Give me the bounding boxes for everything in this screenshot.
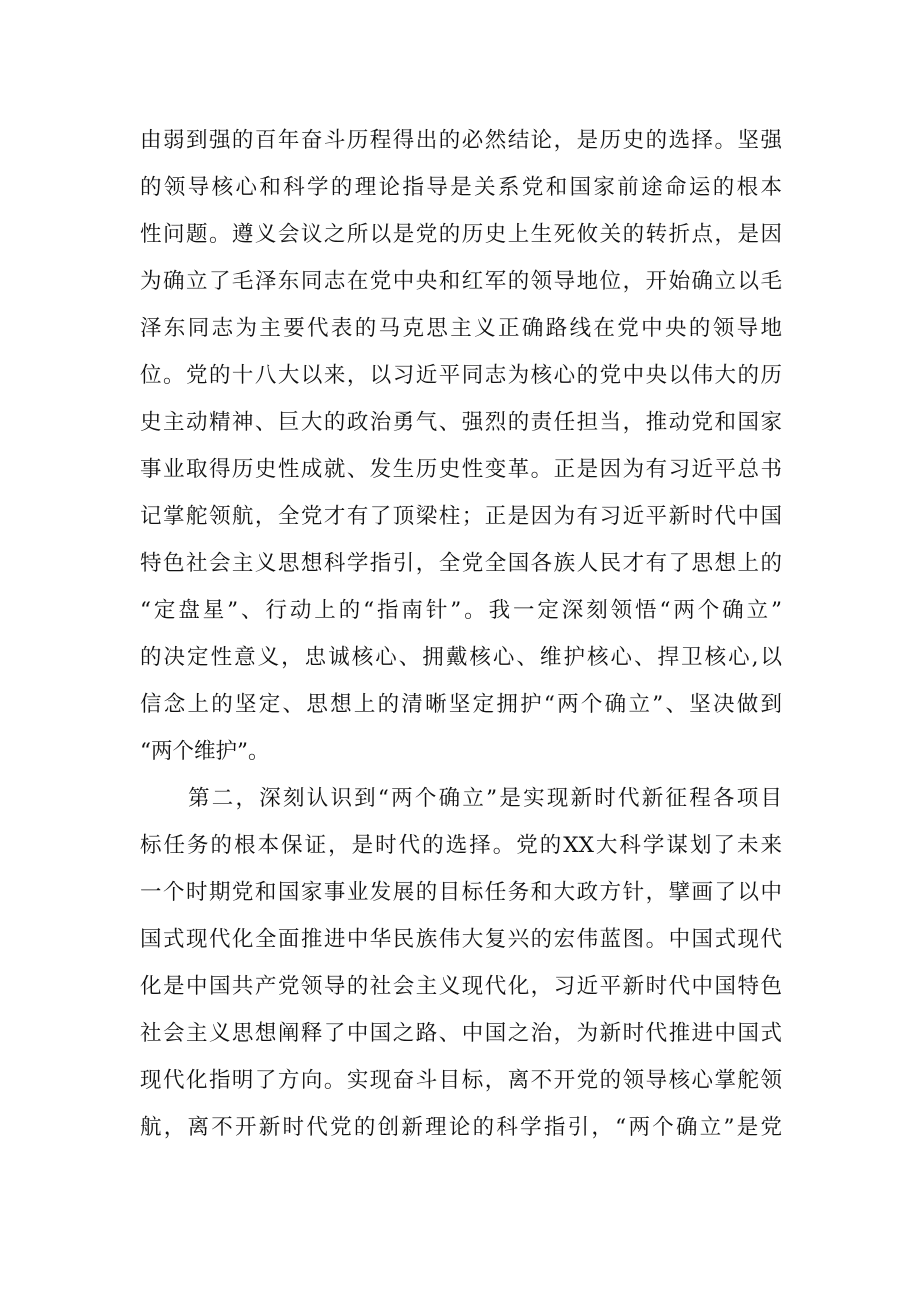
text-line: 事业取得历史性成就、发生历史性变革。正是因为有习近平总书 [140, 457, 782, 482]
text-line: “两个维护”。 [140, 739, 270, 764]
text-line: 化是中国共产党领导的社会主义现代化，习近平新时代中国特色 [140, 974, 782, 999]
text-line: 泽东同志为主要代表的马克思主义正确路线在党中央的领导地 [140, 316, 782, 341]
text-line: “定盘星”、行动上的“指南针”。我一定深刻领悟“两个确立” [140, 598, 782, 623]
text-line: 的决定性意义，忠诚核心、拥戴核心、维护核心、捍卫核心,以 [140, 645, 782, 670]
text-line: 位。党的十八大以来，以习近平同志为核心的党中央以伟大的历 [140, 363, 782, 388]
text-line: 记掌舵领航，全党才有了顶梁柱；正是因为有习近平新时代中国 [140, 504, 782, 529]
text-line: 国式现代化全面推进中华民族伟大复兴的宏伟蓝图。中国式现代 [140, 927, 782, 952]
text-line: 由弱到强的百年奋斗历程得出的必然结论，是历史的选择。坚强 [140, 128, 782, 153]
text-line: 的领导核心和科学的理论指导是关系党和国家前途命运的根本 [140, 175, 782, 200]
text-line: 标任务的根本保证，是时代的选择。党的XX大科学谋划了未来 [140, 833, 782, 858]
text-line: 社会主义思想阐释了中国之路、中国之治，为新时代推进中国式 [140, 1021, 782, 1046]
text-line: 特色社会主义思想科学指引，全党全国各族人民才有了思想上的 [140, 551, 782, 576]
text-line: 为确立了毛泽东同志在党中央和红军的领导地位，开始确立以毛 [140, 269, 782, 294]
document-body [140, 121, 782, 1155]
text-line: 一个时期党和国家事业发展的目标任务和大政方针，擘画了以中 [140, 880, 782, 905]
text-line: 性问题。遵义会议之所以是党的历史上生死攸关的转折点，是因 [140, 222, 782, 247]
text-line: 史主动精神、巨大的政治勇气、强烈的责任担当，推动党和国家 [140, 410, 782, 435]
text-line: 航，离不开新时代党的创新理论的科学指引，“两个确立”是党 [140, 1115, 782, 1140]
text-line: 信念上的坚定、思想上的清晰坚定拥护“两个确立”、坚决做到 [140, 692, 782, 717]
text-line: 现代化指明了方向。实现奋斗目标，离不开党的领导核心掌舵领 [140, 1068, 782, 1093]
paragraph-start-line: 第二，深刻认识到“两个确立”是实现新时代新征程各项目 [188, 786, 782, 811]
